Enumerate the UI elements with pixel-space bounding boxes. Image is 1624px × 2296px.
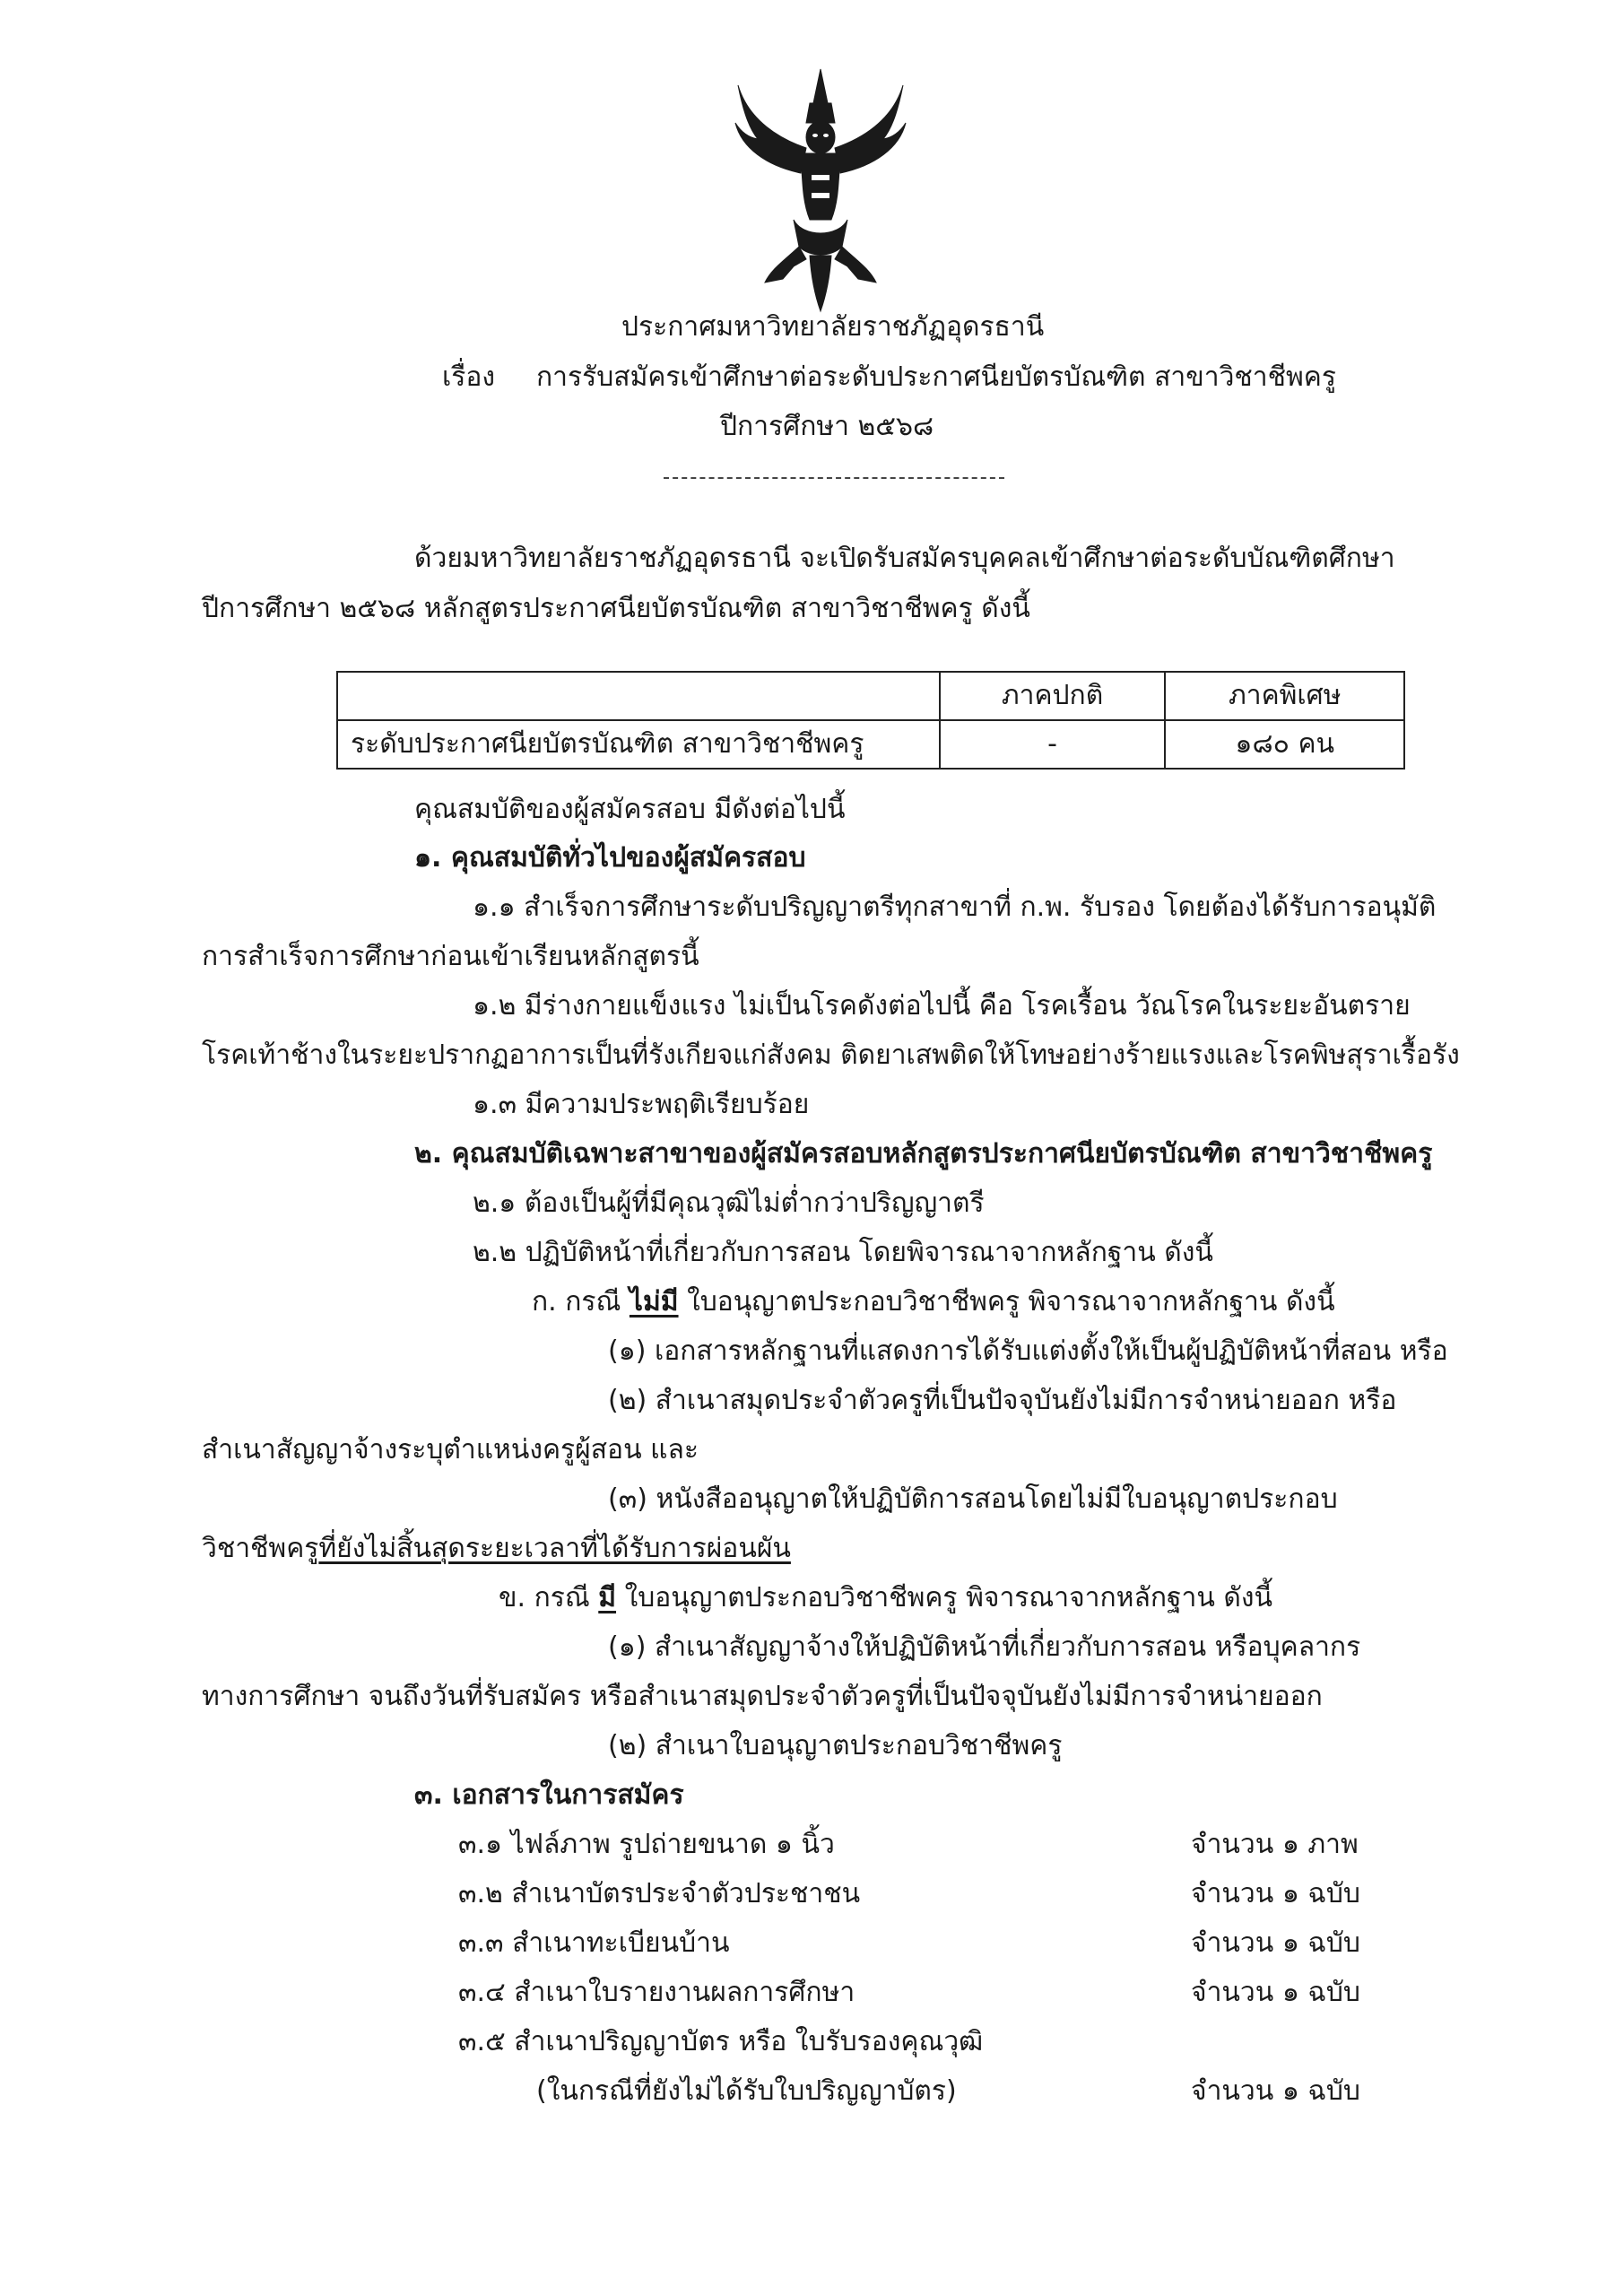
case-a-sub-1: (๑) เอกสารหลักฐานที่แสดงการได้รับแต่งตั้งให้เป็นผู้ปฏิบัติหน้าที่สอน หรือ — [608, 1335, 1448, 1367]
table-header-row — [337, 672, 1404, 720]
header-divider — [664, 477, 1004, 479]
regular-cell: - — [940, 720, 1166, 769]
document-item-qty: จำนวน ๑ ฉบับ — [1191, 1878, 1360, 1909]
intro-line-1: ด้วยมหาวิทยาลัยราชภัฏอุดรธานี จะเปิดรับสมัครบุคคลเข้าศึกษาต่อระดับบัณฑิตศึกษา — [414, 543, 1395, 574]
announcement-title: ประกาศมหาวิทยาลัยราชภัฏอุดรธานี — [621, 311, 1045, 343]
specific-item-2: ๒.๒ ปฏิบัติหน้าที่เกี่ยวกับการสอน โดยพิจารณาจากหลักฐาน ดังนี้ — [473, 1237, 1213, 1268]
academic-year: ปีการศึกษา ๒๕๖๘ — [720, 411, 934, 442]
general-item-2-line-2: โรคเท้าช้างในระยะปรากฏอาการเป็นที่รังเกียจแก่สังคม ติดยาเสพติดให้โทษอย่างร้ายแรงและโรคพิษสุราเรื้อรัง — [202, 1039, 1460, 1071]
case-a-prefix: ก. กรณี — [532, 1286, 621, 1318]
subject-label: เรื่อง — [442, 361, 496, 393]
special-cell: ๑๘๐ คน — [1165, 720, 1404, 769]
case-a-sub-2-line-2: สำเนาสัญญาจ้างระบุตำแหน่งครูผู้สอน และ — [202, 1434, 699, 1465]
document-item-qty: จำนวน ๑ ฉบับ — [1191, 1977, 1360, 2008]
case-a-line — [532, 1286, 1335, 1318]
case-b-sub-2: (๒) สำเนาใบอนุญาตประกอบวิชาชีพครู — [608, 1730, 1063, 1761]
case-b-prefix: ข. กรณี — [499, 1582, 590, 1613]
documents-heading: ๓. เอกสารในการสมัคร — [414, 1779, 684, 1811]
case-b-sub-1-line-2: ทางการศึกษา จนถึงวันที่รับสมัคร หรือสำเนาสมุดประจำตัวครูที่เป็นปัจจุบันยังไม่มีการจำหน่ายออก — [202, 1681, 1323, 1712]
case-a-rest: ใบอนุญาตประกอบวิชาชีพครู พิจารณาจากหลักฐาน ดังนี้ — [687, 1286, 1335, 1318]
case-a-sub-3-emphasis: ที่ยังไม่สิ้นสุดระยะเวลาที่ได้รับการผ่อนผัน — [318, 1533, 791, 1564]
document-item-label: ๓.๓ สำเนาทะเบียนบ้าน — [458, 1927, 730, 1959]
document-item-qty: จำนวน ๑ ฉบับ — [1191, 2075, 1360, 2107]
garuda-emblem-icon — [731, 67, 910, 314]
specific-qualifications-heading: ๒. คุณสมบัติเฉพาะสาขาของผู้สมัครสอบหลักสูตรประกาศนียบัตรบัณฑิต สาขาวิชาชีพครู — [414, 1138, 1433, 1170]
case-a-sub-2-line-1: (๒) สำเนาสมุดประจำตัวครูที่เป็นปัจจุบันยังไม่มีการจำหน่ายออก หรือ — [608, 1385, 1397, 1416]
case-a-sub-3-line-2 — [202, 1535, 791, 1562]
quota-table — [336, 671, 1405, 770]
general-qualifications-heading: ๑. คุณสมบัติทั่วไปของผู้สมัครสอบ — [414, 842, 806, 874]
document-item-label: ๓.๒ สำเนาบัตรประจำตัวประชาชน — [458, 1878, 861, 1909]
announcement-subject: การรับสมัครเข้าศึกษาต่อระดับประกาศนียบัตรบัณฑิต สาขาวิชาชีพครู — [536, 361, 1336, 393]
general-item-1-line-1: ๑.๑ สำเร็จการศึกษาระดับปริญญาตรีทุกสาขาที่ ก.พ. รับรอง โดยต้องได้รับการอนุมัติ — [473, 891, 1437, 923]
document-item-qty: จำนวน ๑ ฉบับ — [1191, 1927, 1360, 1959]
case-a-emphasis: ไม่มี — [629, 1286, 679, 1318]
qualifications-lead: คุณสมบัติของผู้สมัครสอบ มีดังต่อไปนี้ — [414, 794, 846, 825]
general-item-3: ๑.๓ มีความประพฤติเรียบร้อย — [473, 1089, 810, 1120]
document-item-label: ๓.๔ สำเนาใบรายงานผลการศึกษา — [458, 1977, 855, 2008]
general-item-2-line-1: ๑.๒ มีร่างกายแข็งแรง ไม่เป็นโรคดังต่อไปนี้ คือ โรคเรื้อน วัณโรคในระยะอันตราย — [473, 990, 1411, 1022]
general-item-1-line-2: การสำเร็จการศึกษาก่อนเข้าเรียนหลักสูตรนี้ — [202, 941, 699, 972]
case-b-sub-1-line-1: (๑) สำเนาสัญญาจ้างให้ปฏิบัติหน้าที่เกี่ยวกับการสอน หรือบุคลากร — [608, 1631, 1361, 1663]
case-a-sub-3-line-1: (๓) หนังสืออนุญาตให้ปฏิบัติการสอนโดยไม่มีใบอนุญาตประกอบ — [608, 1483, 1338, 1515]
case-b-line — [499, 1582, 1273, 1613]
table-header-cell: ภาคปกติ — [940, 672, 1166, 720]
specific-item-1: ๒.๑ ต้องเป็นผู้ที่มีคุณวุฒิไม่ต่ำกว่าปริญญาตรี — [473, 1187, 985, 1219]
document-item-label: ๓.๕ สำเนาปริญญาบัตร หรือ ใบรับรองคุณวุฒิ — [458, 2026, 984, 2057]
case-b-rest: ใบอนุญาตประกอบวิชาชีพครู พิจารณาจากหลักฐาน ดังนี้ — [624, 1582, 1273, 1613]
intro-line-2: ปีการศึกษา ๒๕๖๘ หลักสูตรประกาศนียบัตรบัณฑิต สาขาวิชาชีพครู ดังนี้ — [202, 593, 1030, 624]
case-a-sub-3-prefix: วิชาชีพครู — [202, 1533, 319, 1564]
case-b-emphasis: มี — [598, 1582, 617, 1613]
table-header-cell — [337, 672, 940, 720]
document-item-qty: จำนวน ๑ ภาพ — [1191, 1829, 1359, 1860]
document-item-label: ๓.๑ ไฟล์ภาพ รูปถ่ายขนาด ๑ นิ้ว — [458, 1829, 835, 1860]
table-row — [337, 720, 1404, 769]
document-item-note: (ในกรณีที่ยังไม่ได้รับใบปริญญาบัตร) — [536, 2075, 957, 2107]
program-cell: ระดับประกาศนียบัตรบัณฑิต สาขาวิชาชีพครู — [337, 720, 940, 769]
table-header-cell: ภาคพิเศษ — [1165, 672, 1404, 720]
